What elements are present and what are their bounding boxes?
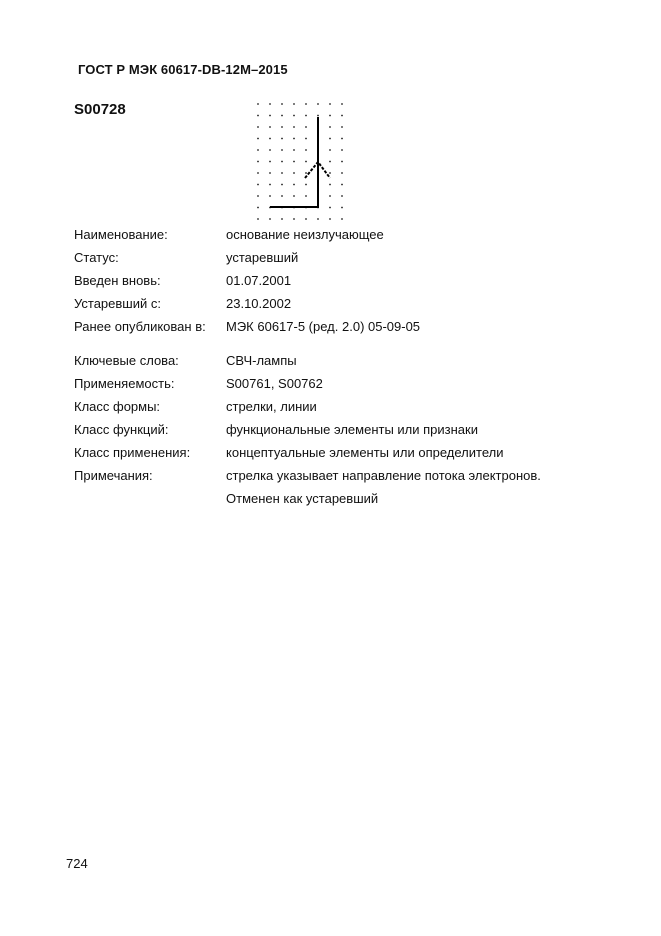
grid-dot (305, 138, 307, 140)
grid-dot (341, 172, 343, 174)
property-value: СВЧ-лампы (226, 353, 297, 368)
grid-dot (305, 115, 307, 117)
grid-dot (257, 103, 259, 105)
grid-dot (281, 103, 283, 105)
grid-dot (305, 172, 307, 174)
grid-dot (269, 195, 271, 197)
grid-dot (293, 184, 295, 186)
property-label: Класс применения: (74, 445, 191, 460)
grid-dot (257, 218, 259, 220)
symbol-code: S00728 (74, 101, 126, 118)
property-value: S00761, S00762 (226, 376, 323, 391)
grid-dot (293, 138, 295, 140)
property-row-shape-class (74, 399, 594, 422)
grid-dot (341, 103, 343, 105)
grid-dot (341, 184, 343, 186)
grid-dot (269, 149, 271, 151)
grid-dot (257, 161, 259, 163)
grid-dot (293, 161, 295, 163)
grid-dot (329, 172, 331, 174)
property-label: Ранее опубликован в: (74, 319, 206, 334)
grid-dot (329, 115, 331, 117)
grid-dot (257, 184, 259, 186)
grid-dot (269, 184, 271, 186)
symbol-drawing (250, 98, 350, 223)
grid-dot (317, 218, 319, 220)
grid-dot (341, 115, 343, 117)
symbol-figure (250, 98, 350, 223)
property-value: функциональные элементы или признаки (226, 422, 478, 437)
property-row-status (74, 250, 594, 273)
property-row-notes-continued (74, 491, 594, 514)
property-value: устаревший (226, 250, 299, 265)
property-row-obsolete-since (74, 296, 594, 319)
property-value: 23.10.2002 (226, 296, 292, 311)
document-header: ГОСТ Р МЭК 60617-DB-12M–2015 (78, 62, 288, 77)
property-value: 01.07.2001 (226, 273, 292, 288)
grid-dot (293, 103, 295, 105)
grid-dot (281, 172, 283, 174)
grid-dot (281, 218, 283, 220)
property-value: МЭК 60617-5 (ред. 2.0) 05-09-05 (226, 319, 421, 334)
grid-dot (281, 149, 283, 151)
grid-dot (269, 126, 271, 128)
grid-dot (281, 161, 283, 163)
grid-dot (293, 126, 295, 128)
property-label: Введен вновь: (74, 273, 161, 288)
grid-dot (341, 207, 343, 209)
grid-dot (329, 161, 331, 163)
grid-dot (281, 184, 283, 186)
grid-dot (305, 161, 307, 163)
property-label: Применяемость: (74, 376, 175, 391)
grid-dot (281, 138, 283, 140)
properties-table (74, 227, 594, 514)
grid-dot (269, 138, 271, 140)
dot-grid (257, 103, 343, 220)
property-label: Статус: (74, 250, 119, 265)
grid-dot (341, 149, 343, 151)
grid-dot (329, 126, 331, 128)
grid-dot (305, 218, 307, 220)
grid-dot (269, 115, 271, 117)
grid-dot (317, 115, 319, 117)
grid-dot (293, 195, 295, 197)
property-row-notes (74, 468, 594, 491)
grid-dot (329, 138, 331, 140)
grid-dot (329, 195, 331, 197)
property-row-introduced (74, 273, 594, 296)
group-spacer (74, 342, 594, 353)
property-label: Устаревший с: (74, 296, 161, 311)
property-row-function-class (74, 422, 594, 445)
grid-dot (341, 218, 343, 220)
property-row-applicability (74, 376, 594, 399)
grid-dot (257, 172, 259, 174)
grid-dot (281, 126, 283, 128)
grid-dot (293, 149, 295, 151)
grid-dot (329, 103, 331, 105)
grid-dot (329, 207, 331, 209)
grid-dot (341, 126, 343, 128)
grid-dot (257, 115, 259, 117)
grid-dot (305, 103, 307, 105)
property-label: Класс формы: (74, 399, 161, 414)
property-label: Ключевые слова: (74, 353, 179, 368)
grid-dot (305, 184, 307, 186)
grid-dot (329, 218, 331, 220)
grid-dot (269, 172, 271, 174)
property-label: Класс функций: (74, 422, 169, 437)
grid-dot (293, 218, 295, 220)
property-value: концептуальные элементы или определители (226, 445, 504, 460)
grid-dot (341, 138, 343, 140)
grid-dot (257, 195, 259, 197)
grid-dot (269, 161, 271, 163)
property-value: стрелки, линии (226, 399, 317, 414)
grid-dot (257, 138, 259, 140)
grid-dot (293, 115, 295, 117)
property-value: Отменен как устаревший (226, 491, 379, 506)
property-value: стрелка указывает направление потока электронов. (226, 468, 541, 483)
grid-dot (341, 195, 343, 197)
grid-dot (293, 172, 295, 174)
property-row-application-class (74, 445, 594, 468)
grid-dot (281, 115, 283, 117)
property-label: Наименование: (74, 227, 168, 242)
grid-dot (257, 207, 259, 209)
grid-dot (269, 103, 271, 105)
grid-dot (257, 149, 259, 151)
property-row-name (74, 227, 594, 250)
grid-dot (281, 195, 283, 197)
grid-dot (341, 161, 343, 163)
grid-dot (317, 103, 319, 105)
grid-dot (305, 149, 307, 151)
property-row-keywords (74, 353, 594, 376)
property-label: Примечания: (74, 468, 153, 483)
grid-dot (329, 184, 331, 186)
grid-dot (305, 195, 307, 197)
grid-dot (257, 126, 259, 128)
grid-dot (329, 149, 331, 151)
grid-dot (269, 218, 271, 220)
grid-dot (305, 126, 307, 128)
property-row-previously-published (74, 319, 594, 342)
page-number: 724 (66, 856, 88, 871)
property-value: основание неизлучающее (226, 227, 384, 242)
